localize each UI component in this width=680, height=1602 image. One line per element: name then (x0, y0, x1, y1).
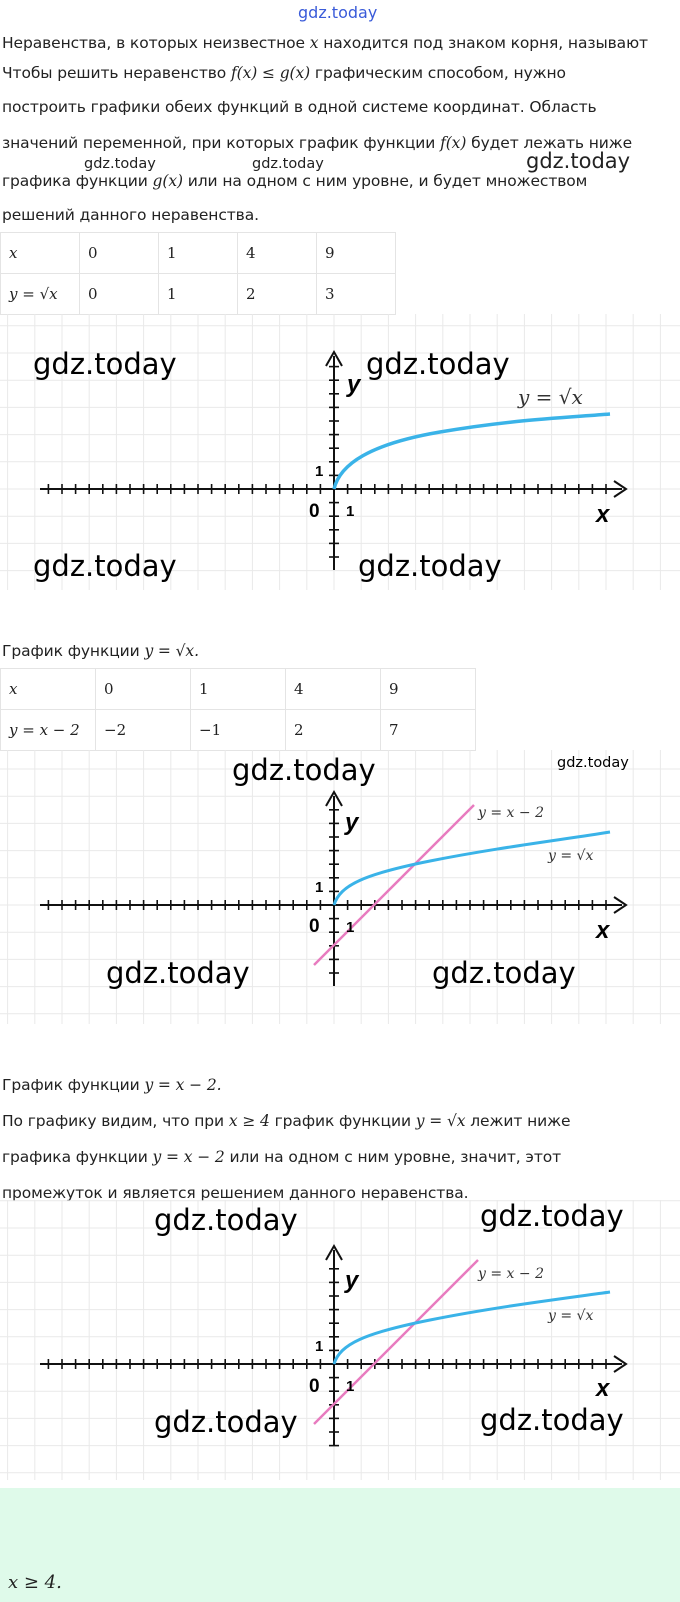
watermark: gdz.today (557, 755, 629, 771)
sqrt-curve (334, 832, 610, 905)
origin-label: 0 (309, 916, 320, 937)
watermark: gdz.today (366, 347, 510, 381)
site-logo[interactable]: gdz.today (298, 3, 378, 22)
y-unit-label: 1 (315, 463, 324, 480)
grid (0, 1200, 680, 1480)
answer-block (0, 1488, 680, 1602)
graph-sqrt (0, 314, 680, 590)
sqrt-label: y = √x (548, 848, 594, 864)
table-row (1, 710, 476, 751)
table-cell: 4 (286, 669, 381, 710)
table-cell: 3 (317, 274, 396, 315)
paragraph-line: графика функции y = x − 2 или на одном с ним уровне, значит, этот (2, 1148, 562, 1166)
paragraph-line: построить графики обеих функций в одной системе координат. Область (2, 98, 597, 116)
table-header-cell: y = √x (1, 274, 80, 315)
paragraph-line: Неравенства, в которых неизвестное x находится под знаком корня, называют (2, 34, 648, 52)
caption: График функции y = √x. (2, 642, 199, 660)
table-header-cell: x (1, 233, 80, 274)
grid (0, 750, 680, 1024)
y-axis-label: y (345, 1267, 359, 1294)
table-header-cell: y = x − 2 (1, 710, 96, 751)
watermark: gdz.today (480, 1200, 624, 1233)
table-cell: 1 (191, 669, 286, 710)
table-cell: −1 (191, 710, 286, 751)
table-cell: 9 (317, 233, 396, 274)
watermark: gdz.today (154, 1203, 298, 1237)
x-unit-label: 1 (346, 1378, 355, 1395)
watermark: gdz.today (526, 149, 631, 173)
table-cell: 2 (286, 710, 381, 751)
y-axis-label: y (347, 371, 361, 398)
sqrt-label: y = √x (518, 385, 583, 409)
table-cell: 4 (238, 233, 317, 274)
table-cell: 0 (96, 669, 191, 710)
line-graph (314, 1260, 478, 1424)
sqrt-label: y = √x (548, 1308, 594, 1324)
table-cell: 7 (381, 710, 476, 751)
watermark: gdz.today (432, 956, 576, 990)
x-axis-label: x (596, 917, 610, 944)
values-table-line (0, 668, 476, 751)
x-unit-label: 1 (346, 919, 355, 936)
caption: График функции y = x − 2. (2, 1076, 222, 1094)
sqrt-curve (334, 414, 610, 489)
origin-label: 0 (309, 1376, 320, 1397)
table-row (1, 669, 476, 710)
table-cell: 1 (159, 233, 238, 274)
table-cell: 2 (238, 274, 317, 315)
answer-text: x ≥ 4. (8, 1572, 62, 1593)
table-cell: 0 (80, 233, 159, 274)
x-axis-label: x (596, 501, 610, 528)
sqrt-curve (334, 1292, 610, 1364)
table-row (1, 233, 396, 274)
y-axis-label: y (345, 809, 359, 836)
origin-label: 0 (309, 501, 320, 522)
line-label: y = x − 2 (478, 805, 544, 821)
paragraph-line: промежуток и является решением данного неравенства. (2, 1184, 469, 1202)
table-header-cell: x (1, 669, 96, 710)
values-table-sqrt (0, 232, 396, 315)
y-unit-label: 1 (315, 1338, 324, 1355)
watermark: gdz.today (252, 156, 324, 172)
watermark: gdz.today (480, 1403, 624, 1437)
axis-ticks (48, 810, 606, 973)
watermark: gdz.today (84, 156, 156, 172)
watermark: gdz.today (106, 956, 250, 990)
table-cell: −2 (96, 710, 191, 751)
graph-sqrt-and-line (0, 750, 680, 1024)
paragraph-line: Чтобы решить неравенство f(x) ≤ g(x) графическим способом, нужно (2, 64, 566, 82)
x-unit-label: 1 (346, 503, 355, 520)
watermark: gdz.today (33, 347, 177, 381)
paragraph-line: решений данного неравенства. (2, 206, 259, 224)
watermark: gdz.today (33, 549, 177, 583)
paragraph-line: графика функции g(x) или на одном с ним уровне, и будет множеством (2, 172, 588, 190)
watermark: gdz.today (154, 1405, 298, 1439)
line-graph (314, 805, 474, 965)
table-cell: 0 (80, 274, 159, 315)
x-axis-label: x (596, 1375, 610, 1402)
y-unit-label: 1 (315, 879, 324, 896)
table-cell: 9 (381, 669, 476, 710)
table-cell: 1 (159, 274, 238, 315)
paragraph-line: значений переменной, при которых график функции f(x) будет лежать ниже (2, 134, 633, 152)
line-label: y = x − 2 (478, 1266, 544, 1282)
graph-solution (0, 1200, 680, 1480)
watermark: gdz.today (232, 753, 376, 787)
paragraph-line: По графику видим, что при x ≥ 4 график функции y = √x лежит ниже (2, 1112, 571, 1130)
watermark: gdz.today (358, 549, 502, 583)
table-row (1, 274, 396, 315)
